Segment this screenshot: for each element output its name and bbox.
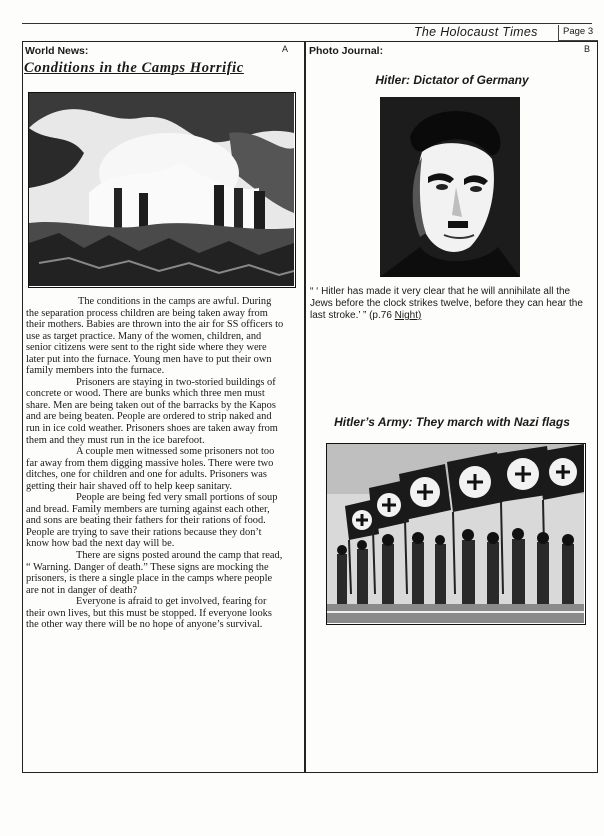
section-letter-b: B xyxy=(584,44,591,54)
quote-text: “ ‘ Hitler has made it very clear that he will annihilate all the Jews before the clock strikes twelve, before they can hear the last stroke.’ ” (p.76 xyxy=(310,286,583,321)
hitler-quote xyxy=(310,286,594,322)
page-number: Page 3 xyxy=(558,25,598,41)
article-paragraph: There are signs posted around the camp that read, “ Warning. Danger of death.” These signs are mocking the prisoners, is there a single place in the camps where people are not in danger of death? xyxy=(26,550,283,596)
column-divider xyxy=(304,41,306,773)
section-letter-a: A xyxy=(282,44,289,54)
masthead-rule xyxy=(22,23,592,24)
army-headline: Hitler’s Army: They march with Nazi flags xyxy=(334,415,570,429)
article-paragraph: A couple men witnessed some prisoners not too far away from them digging massive holes. There were two ditches, one for children and one for adults. Prisoners was getting their hair shaved off to help keep sanitary. xyxy=(26,446,275,492)
camp-fire-photo xyxy=(28,92,296,288)
section-label-world-news: World News: xyxy=(25,45,89,57)
quote-source: Night) xyxy=(394,310,422,321)
hitler-headline: Hitler: Dictator of Germany xyxy=(375,73,529,87)
masthead-title: The Holocaust Times xyxy=(414,25,538,39)
article-paragraph: Everyone is afraid to get involved, fearing for their own lives, but this must be stopped. If everyone looks the other way there will be no hope of anyone’s survival. xyxy=(26,596,272,631)
article-body xyxy=(26,296,284,631)
article-paragraph: Prisoners are staying in two-storied buildings of concrete or wood. There are bunks which three men must share. Men are being taken out of the barracks by the Kapos and are being beaten. People are ordered to strip naked and run in ice cold weather. Prisoners shoes are taken away from them and they must run in the ice barefoot. xyxy=(26,376,278,446)
hitler-portrait-photo xyxy=(380,97,520,277)
nazi-march-photo xyxy=(326,443,586,625)
article-paragraph: People are being fed very small portions of soup and bread. Family members are turning against each other, and sons are beating their fathers for their rations of food. People are trying to save their rations because they don’t know how bad the next day will be. xyxy=(26,492,278,550)
section-label-photo-journal: Photo Journal: xyxy=(309,45,384,57)
article-headline: Conditions in the Camps Horrific xyxy=(24,60,244,76)
article-paragraph: The conditions in the camps are awful. During the separation process children are being taken away from their mothers. Babies are thrown into the air for SS officers to use as target practice. Many of the women, children, and senior citizens were sent to the right side where they were later put into the furnace. Young men have to put their own family members into the furnace. xyxy=(26,296,284,377)
